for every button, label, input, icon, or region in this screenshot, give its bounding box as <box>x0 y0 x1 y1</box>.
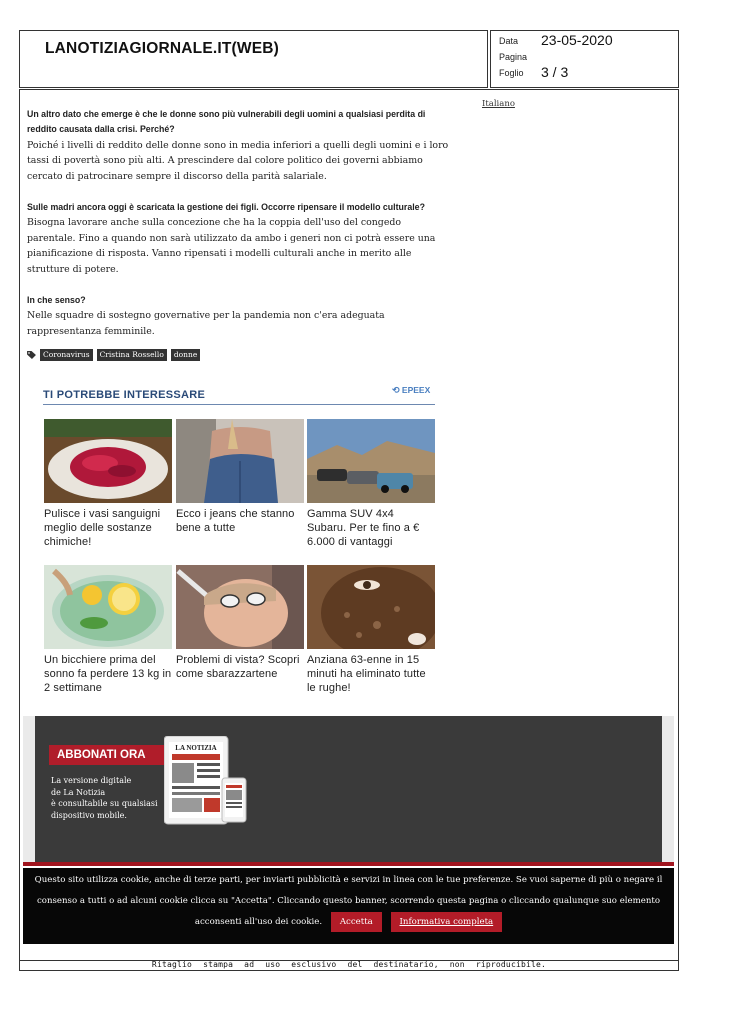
tablet-masthead: LA NOTIZIA <box>175 744 217 752</box>
epeex-logo[interactable]: ⟲ EPEEX <box>392 385 431 395</box>
recommended-divider <box>43 404 435 405</box>
tag-icon <box>27 351 36 359</box>
recommended-caption[interactable]: Un bicchiere prima del sonno fa perdere 13 kg in 2 settimane <box>44 654 172 695</box>
tag-cristina-rossello[interactable]: Cristina Rossello <box>97 349 167 361</box>
recommended-caption[interactable]: Problemi di vista? Scopri come sbarazzartene <box>176 654 300 681</box>
cookie-message: Questo sito utilizza cookie, anche di terze parti, per inviarti pubblicità e servizi in linea con le tue preferenze. Se vuoi saperne di più o negare il consenso a tutti o ad alcuni cookie clicca su "Accetta". Cliccando questo banner, scorrendo questa pagina o cliccando qualunque suo elemento acconsenti all'uso dei cookie. <box>34 875 663 927</box>
banner-left-edge <box>23 716 35 866</box>
page-label: Pagina <box>499 52 528 62</box>
tag-list <box>27 349 200 361</box>
lemon-water-image[interactable] <box>44 565 172 649</box>
banner-right-edge <box>662 716 674 866</box>
date-label: Data <box>499 36 519 46</box>
recommended-card-wrinkles[interactable] <box>307 565 435 696</box>
subscribe-button[interactable]: ABBONATI ORA <box>49 745 174 765</box>
recommended-card-lemon-water[interactable] <box>44 565 172 696</box>
recommended-card-jeans[interactable] <box>176 419 304 535</box>
subscribe-description: La versione digitale de La Notizia è consultabile su qualsiasi dispositivo mobile. <box>51 776 158 820</box>
question-3: In che senso? <box>27 295 86 306</box>
sheet-label: Foglio <box>499 68 524 78</box>
cookie-banner <box>23 868 674 944</box>
source-title: LANOTIZIAGIORNALE.IT(WEB) <box>45 40 280 57</box>
answer-1: Poiché i livelli di reddito delle donne sono in media inferiori a quelli degli uomini e i loro tassi di povertà sono più alti. A prescindere dal colore politico dei governi abbiamo cercato di patrocinare sempre il discorso della parità salariale. <box>27 139 449 182</box>
face-mask-image[interactable] <box>307 565 435 649</box>
recommended-card-vision[interactable] <box>176 565 304 681</box>
question-2: Sulle madri ancora oggi è scaricata la gestione dei figli. Occorre ripensare il modello culturale? <box>27 202 425 213</box>
language-link[interactable]: Italiano <box>482 99 515 109</box>
sheet-value: 3 / 3 <box>541 64 569 80</box>
answer-3: Nelle squadre di sostegno governative per la pandemia non c'era adeguata rappresentanza femminile. <box>27 310 385 337</box>
date-value: 23-05-2020 <box>541 32 613 48</box>
header-source-box <box>19 30 488 88</box>
tag-donne[interactable]: donne <box>171 349 200 361</box>
subscribe-banner <box>23 716 674 866</box>
tablet-and-phone-image <box>164 736 250 828</box>
recommended-card-beet-salad[interactable] <box>44 419 172 550</box>
footer-notice: Ritaglio stampa ad uso esclusivo del destinatario, non riproducibile. <box>19 959 679 971</box>
recommended-caption[interactable]: Anziana 63-enne in 15 minuti ha eliminato tutte le rughe! <box>307 654 426 695</box>
banner-bottom-bar <box>23 862 674 866</box>
recommended-caption[interactable]: Ecco i jeans che stanno bene a tutte <box>176 508 295 535</box>
accept-cookies-button[interactable]: Accetta <box>331 912 382 932</box>
tag-coronavirus[interactable]: Coronavirus <box>40 349 93 361</box>
recommended-caption[interactable]: Pulisce i vasi sanguigni meglio delle sostanze chimiche! <box>44 508 161 549</box>
beet-salad-image[interactable] <box>44 419 172 503</box>
header-meta-box <box>490 30 679 88</box>
article-body <box>27 107 450 339</box>
question-1: Un altro dato che emerge è che le donne sono più vulnerabili degli uomini a qualsiasi perdita di reddito causata dalla crisi. Perché? <box>27 109 426 135</box>
jeans-image[interactable] <box>176 419 304 503</box>
recommended-caption[interactable]: Gamma SUV 4x4 Subaru. Per te fino a € 6.000 di vantaggi <box>307 508 420 549</box>
recommended-title: TI POTREBBE INTERESSARE <box>43 389 206 401</box>
answer-2: Bisogna lavorare anche sulla concezione che ha la coppia dell'uso del congedo parentale. Fino a quando non sarà utilizzato da ambo i generi non ci potrà essere una pianificazione di risposta. Vanno ripensati i modelli culturali anche in merito alle strutture di potere. <box>27 217 436 275</box>
vision-treatment-image[interactable] <box>176 565 304 649</box>
suv-image[interactable] <box>307 419 435 503</box>
cookie-policy-link[interactable]: Informativa completa <box>391 912 503 932</box>
recommended-card-subaru[interactable] <box>307 419 435 550</box>
